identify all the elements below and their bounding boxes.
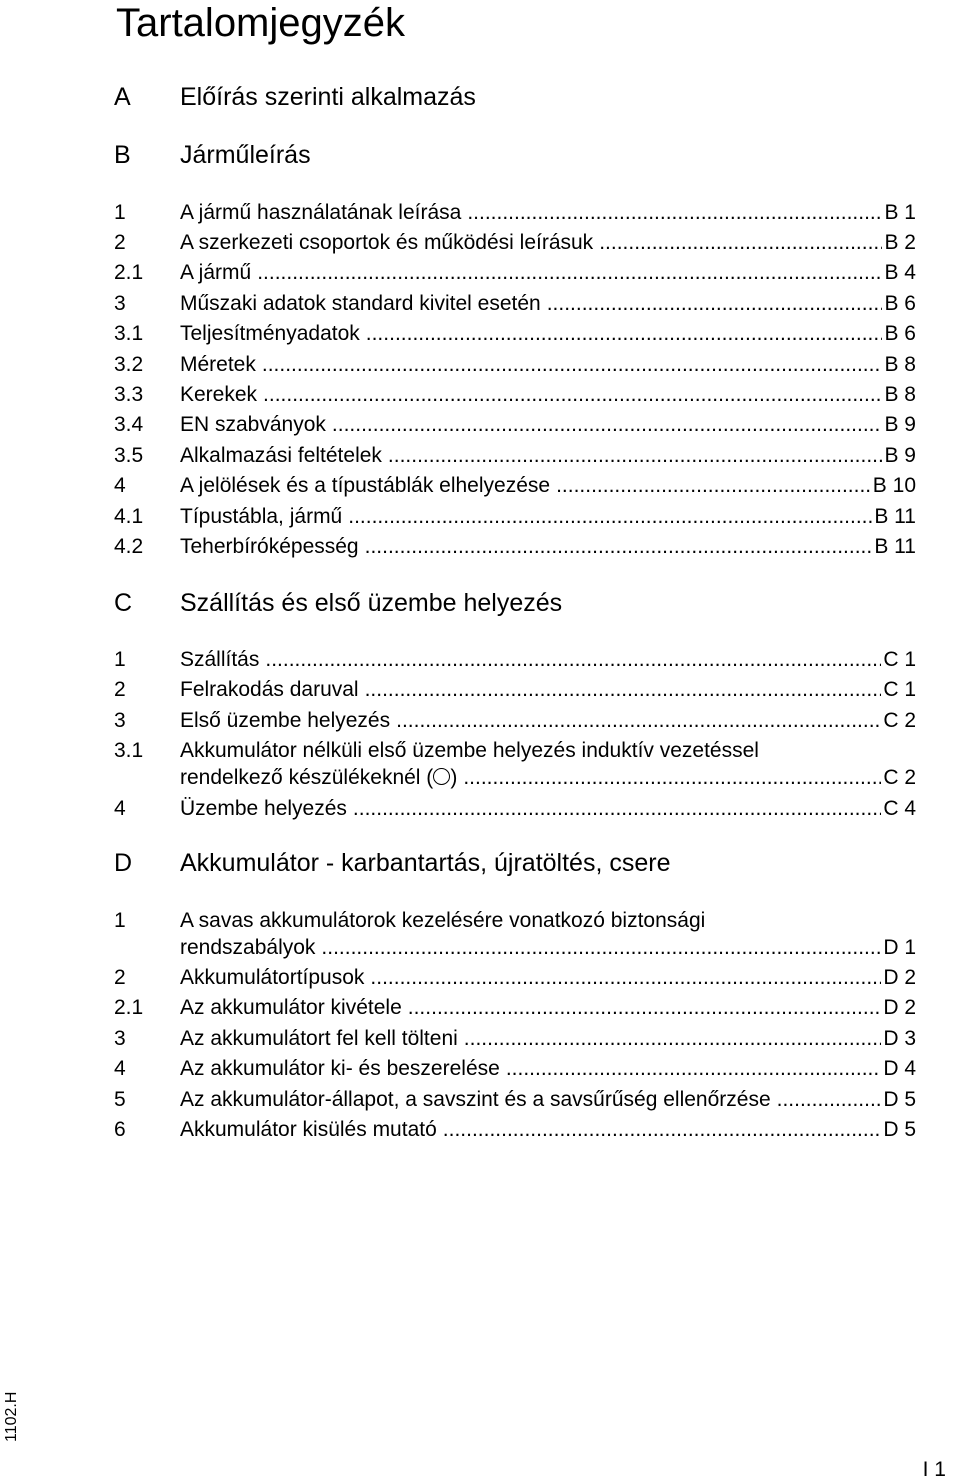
dot-leader bbox=[263, 380, 882, 410]
toc-entry[interactable] bbox=[114, 380, 916, 410]
entry-title: Felrakodás daruval bbox=[180, 678, 359, 701]
entry-page: D 2 bbox=[883, 996, 916, 1019]
entry-title: Kerekek bbox=[180, 383, 258, 406]
entry-number: 6 bbox=[114, 1118, 126, 1141]
entry-title-line1: A savas akkumulátorok kezelésére vonatkozó biztonsági bbox=[180, 909, 706, 932]
entry-title: A jelölések és a típustáblák elhelyezése bbox=[180, 474, 551, 497]
entry-page: B 1 bbox=[884, 201, 916, 224]
entry-title: Műszaki adatok standard kivitel esetén bbox=[180, 292, 541, 315]
section-title: Előírás szerinti alkalmazás bbox=[180, 83, 476, 111]
entry-title: EN szabványok bbox=[180, 413, 326, 436]
entry-page: B 11 bbox=[874, 505, 916, 528]
toc-entry[interactable] bbox=[114, 736, 916, 794]
entry-page: C 1 bbox=[883, 678, 916, 701]
dot-leader bbox=[547, 289, 883, 319]
entry-page: D 5 bbox=[883, 1088, 916, 1111]
toc-entry[interactable] bbox=[114, 198, 916, 228]
dot-leader bbox=[463, 763, 881, 793]
entry-number: 3.1 bbox=[114, 739, 144, 762]
dot-leader bbox=[396, 706, 881, 736]
entry-page: D 4 bbox=[883, 1057, 916, 1080]
dot-leader bbox=[365, 675, 882, 705]
dot-leader bbox=[599, 228, 882, 258]
toc-entry[interactable] bbox=[114, 1024, 916, 1054]
page-number: I 1 bbox=[922, 1458, 946, 1481]
document-code: 1102.H bbox=[3, 1391, 20, 1442]
entry-number: 4 bbox=[114, 1057, 126, 1080]
entry-title bbox=[180, 763, 457, 793]
toc-entry[interactable] bbox=[114, 706, 916, 736]
dot-leader bbox=[506, 1054, 882, 1084]
entry-number: 3 bbox=[114, 292, 126, 315]
dot-leader bbox=[443, 1115, 882, 1145]
page-title: Tartalomjegyzék bbox=[116, 1, 406, 45]
entry-number: 4.1 bbox=[114, 505, 144, 528]
toc-entry[interactable] bbox=[114, 1115, 916, 1145]
toc-entry[interactable] bbox=[114, 906, 916, 964]
entry-number: 3.4 bbox=[114, 413, 144, 436]
toc-entry[interactable] bbox=[114, 963, 916, 993]
entry-number: 4 bbox=[114, 474, 126, 497]
entry-page: D 2 bbox=[883, 966, 916, 989]
section-letter: D bbox=[114, 849, 133, 877]
entry-title: Akkumulátortípusok bbox=[180, 966, 365, 989]
entry-number: 4.2 bbox=[114, 535, 144, 558]
entry-title: Az akkumulátor ki- és beszerelése bbox=[180, 1057, 500, 1080]
dot-leader bbox=[464, 1024, 882, 1054]
entry-number: 2.1 bbox=[114, 996, 144, 1019]
entry-title: Üzembe helyezés bbox=[180, 797, 347, 820]
entry-title: Akkumulátor kisülés mutató bbox=[180, 1118, 437, 1141]
section-letter: A bbox=[114, 83, 131, 111]
dot-leader bbox=[408, 993, 882, 1023]
toc-entry[interactable] bbox=[114, 794, 916, 824]
entry-title: Az akkumulátor-állapot, a savszint és a savsűrűség ellenőrzése bbox=[180, 1088, 771, 1111]
entry-number: 3.5 bbox=[114, 444, 144, 467]
entry-number: 4 bbox=[114, 797, 126, 820]
dot-leader bbox=[777, 1085, 882, 1115]
section-title: Szállítás és első üzembe helyezés bbox=[180, 589, 563, 617]
section-title: Akkumulátor - karbantartás, újratöltés, csere bbox=[180, 849, 671, 877]
toc-entry[interactable] bbox=[114, 532, 916, 562]
dot-leader bbox=[321, 933, 881, 963]
entry-title: Első üzembe helyezés bbox=[180, 709, 391, 732]
dot-leader bbox=[365, 532, 873, 562]
entry-number: 1 bbox=[114, 909, 126, 932]
entry-title-text: rendelkező készülékeknél ( bbox=[180, 766, 434, 789]
section-heading-c[interactable] bbox=[114, 586, 916, 620]
entry-number: 3.2 bbox=[114, 353, 144, 376]
entry-page: B 6 bbox=[884, 322, 916, 345]
toc-entry[interactable] bbox=[114, 258, 916, 288]
entry-number: 3.3 bbox=[114, 383, 144, 406]
entry-title: Szállítás bbox=[180, 648, 260, 671]
entry-title: A szerkezeti csoportok és működési leírásuk bbox=[180, 231, 594, 254]
entry-title: Alkalmazási feltételek bbox=[180, 444, 382, 467]
section-heading-d[interactable] bbox=[114, 846, 916, 880]
toc-entry[interactable] bbox=[114, 471, 916, 501]
entry-page: B 10 bbox=[872, 474, 916, 497]
toc-entry[interactable] bbox=[114, 993, 916, 1023]
entry-page: D 5 bbox=[883, 1118, 916, 1141]
dot-leader bbox=[353, 794, 881, 824]
entry-title: rendszabályok bbox=[180, 936, 316, 959]
entry-page: C 2 bbox=[883, 766, 916, 789]
entry-number: 1 bbox=[114, 201, 126, 224]
toc-entry[interactable] bbox=[114, 502, 916, 532]
entry-page: D 1 bbox=[883, 936, 916, 959]
entry-page: C 2 bbox=[883, 709, 916, 732]
entry-title: Méretek bbox=[180, 353, 256, 376]
section-letter: B bbox=[114, 141, 131, 169]
entry-number: 2 bbox=[114, 966, 126, 989]
toc-entry[interactable] bbox=[114, 228, 916, 258]
dot-leader bbox=[388, 441, 883, 471]
entry-page: B 8 bbox=[884, 383, 916, 406]
dot-leader bbox=[348, 502, 872, 532]
entry-title: Teljesítményadatok bbox=[180, 322, 360, 345]
dot-leader bbox=[370, 963, 881, 993]
dot-leader bbox=[332, 410, 883, 440]
entry-number: 1 bbox=[114, 648, 126, 671]
toc-entry[interactable] bbox=[114, 1085, 916, 1115]
entry-page: C 4 bbox=[883, 797, 916, 820]
entry-title: Típustábla, jármű bbox=[180, 505, 343, 528]
dot-leader bbox=[257, 258, 882, 288]
entry-title-close: ) bbox=[450, 766, 458, 789]
circle-option-icon bbox=[433, 768, 450, 785]
toc-entry[interactable] bbox=[114, 350, 916, 380]
entry-number: 2.1 bbox=[114, 261, 144, 284]
dot-leader bbox=[366, 319, 883, 349]
entry-title: A jármű bbox=[180, 261, 252, 284]
entry-number: 2 bbox=[114, 231, 126, 254]
entry-number: 3.1 bbox=[114, 322, 144, 345]
entry-title-line1: Akkumulátor nélküli első üzembe helyezés induktív vezetéssel bbox=[180, 739, 759, 762]
toc-entry[interactable] bbox=[114, 319, 916, 349]
section-title: Járműleírás bbox=[180, 141, 311, 169]
dot-leader bbox=[467, 198, 882, 228]
entry-page: B 2 bbox=[884, 231, 916, 254]
entry-page: B 4 bbox=[884, 261, 916, 284]
section-letter: C bbox=[114, 589, 133, 617]
entry-title: Az akkumulátor kivétele bbox=[180, 996, 402, 1019]
entry-number: 5 bbox=[114, 1088, 126, 1111]
section-heading-a[interactable] bbox=[114, 80, 916, 114]
entry-title: Az akkumulátort fel kell tölteni bbox=[180, 1027, 458, 1050]
entry-page: B 8 bbox=[884, 353, 916, 376]
entry-number: 2 bbox=[114, 678, 126, 701]
section-heading-b[interactable] bbox=[114, 138, 916, 172]
entry-page: B 11 bbox=[874, 535, 916, 558]
entry-title: A jármű használatának leírása bbox=[180, 201, 462, 224]
dot-leader bbox=[556, 471, 871, 501]
toc-entry[interactable] bbox=[114, 410, 916, 440]
entry-page: D 3 bbox=[883, 1027, 916, 1050]
entry-page: B 9 bbox=[884, 413, 916, 436]
toc-entry[interactable] bbox=[114, 1054, 916, 1084]
dot-leader bbox=[262, 350, 883, 380]
entry-number: 3 bbox=[114, 1027, 126, 1050]
entry-page: C 1 bbox=[883, 648, 916, 671]
toc-entry[interactable] bbox=[114, 289, 916, 319]
entry-title: Teherbíróképesség bbox=[180, 535, 359, 558]
entry-page: B 6 bbox=[884, 292, 916, 315]
toc-entry[interactable] bbox=[114, 675, 916, 705]
entry-page: B 9 bbox=[884, 444, 916, 467]
dot-leader bbox=[265, 645, 881, 675]
toc-entry[interactable] bbox=[114, 441, 916, 471]
toc-entry[interactable] bbox=[114, 645, 916, 675]
entry-number: 3 bbox=[114, 709, 126, 732]
